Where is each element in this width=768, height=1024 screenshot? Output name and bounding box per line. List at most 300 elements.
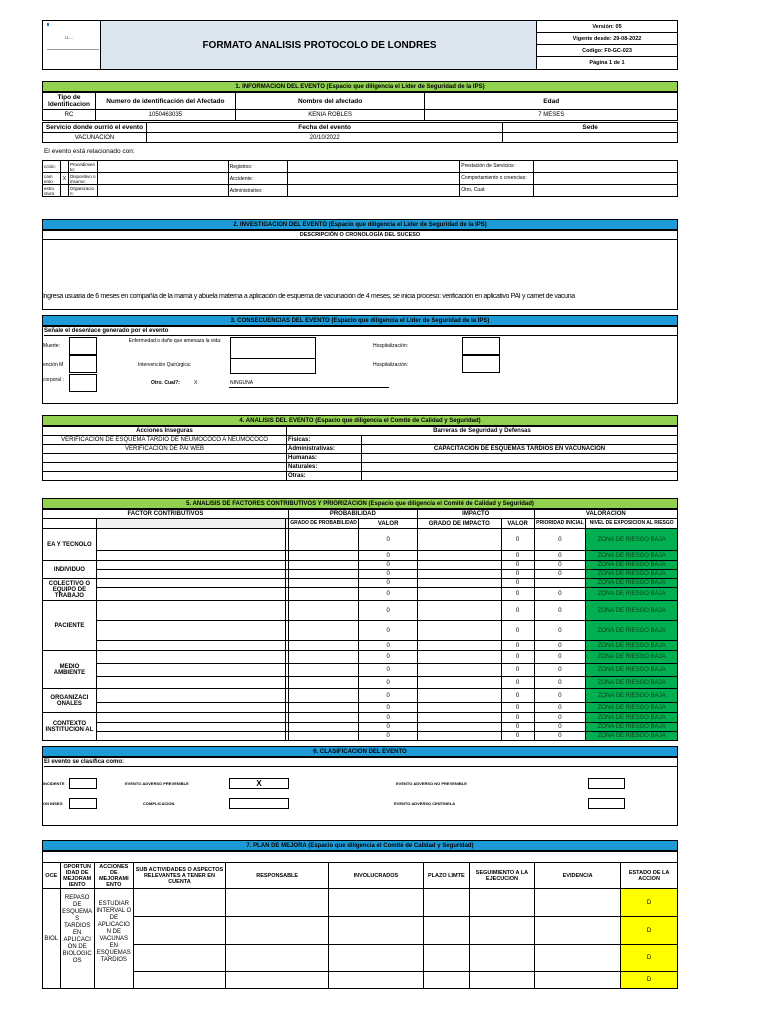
related-cell-c: Procedimien to:: [68, 161, 97, 173]
analisis-row: [43, 454, 678, 463]
section-3-title: 3. CONSECUENCIAS DEL EVENTO (Espacio que diligencia el Lider de Seguridad de la IPS): [42, 315, 678, 326]
barrera-value: [362, 454, 678, 463]
plan-cell: [329, 972, 424, 989]
analisis-table: [42, 426, 678, 481]
plan-estado: D: [621, 945, 678, 972]
consecuencias-box: [42, 326, 678, 404]
intervencion-m-label: ención M: [43, 362, 64, 368]
valor-probabilidad: 0: [359, 732, 418, 741]
grado-probabilidad: [288, 732, 359, 741]
grado-impacto: [417, 732, 501, 741]
event-info-table: [42, 92, 678, 121]
related-cell-b: [60, 161, 68, 173]
related-cell-h: [534, 161, 678, 173]
prioridad-inicial: 0: [534, 561, 586, 570]
nivel-riesgo: ZONA DE RIESGO BAJA: [586, 664, 678, 677]
muerte-box[interactable]: [69, 337, 97, 355]
factor-detail: [96, 561, 285, 570]
header-grado-impacto: GRADO DE IMPACTO: [417, 519, 501, 529]
valor-impacto: 0: [501, 579, 534, 588]
accion-insegura: VERIFICACION DE PAI WEB: [43, 445, 287, 454]
nivel-riesgo: ZONA DE RIESGO BAJA: [586, 689, 678, 703]
header-nombre: Nombre del afectado: [235, 93, 425, 110]
section-4-title: 4. ANALISIS DEL EVENTO (Espacio que diligencia el Comité de Calidad y Seguridad): [42, 415, 678, 426]
nivel-riesgo: ZONA DE RIESGO BAJA: [586, 732, 678, 741]
valor-impacto: 0: [501, 529, 534, 551]
accion-insegura: [43, 454, 287, 463]
grado-probabilidad: [288, 689, 359, 703]
valor-impacto: 0: [501, 621, 534, 641]
factor-header-blank: [43, 519, 97, 529]
numero-id-value: 1050463035: [95, 110, 235, 121]
related-cell-f: [287, 185, 460, 197]
factor-detail: [96, 641, 285, 651]
barrera-label: Humanas:: [287, 454, 362, 463]
incidente-label: INCIDENTE: [43, 781, 65, 786]
valor-probabilidad: 0: [359, 703, 418, 713]
hospitalizacion-box-1[interactable]: [462, 337, 500, 355]
header-edad: Edad: [425, 93, 678, 110]
analisis-row: [43, 445, 678, 454]
prioridad-inicial: 0: [534, 713, 586, 723]
header-barreras: Barreras de Seguridad y Defensas: [287, 427, 678, 436]
related-cell-f: [287, 161, 460, 173]
grado-probabilidad: [288, 601, 359, 621]
plan-cell: [423, 972, 469, 989]
valor-impacto: 0: [501, 689, 534, 703]
factor-row: [43, 641, 678, 651]
ea-centinela-box[interactable]: [588, 798, 625, 809]
prioridad-inicial: 0: [534, 703, 586, 713]
otro-value: NINGUNA: [230, 380, 254, 386]
header-servicio: Servicio donde ourrió el evento: [43, 123, 147, 133]
ea-centinela-label: EVENTO ADVERSO CENTINELA: [394, 801, 456, 806]
nivel-riesgo: ZONA DE RIESGO BAJA: [586, 588, 678, 601]
incidente-box[interactable]: [69, 778, 97, 789]
complicacion-box[interactable]: [229, 798, 289, 809]
plan-header: EVIDENCIA: [535, 863, 621, 889]
enfermedad-label: Enfermedad o daño que amenaza la vida:: [128, 338, 222, 344]
grado-probabilidad: [288, 621, 359, 641]
factor-row: [43, 588, 678, 601]
grado-probabilidad: [288, 713, 359, 723]
intervencion-q-label: Intervención Quirúrgica:: [138, 362, 192, 368]
header-probabilidad: PROBABILIDAD: [288, 510, 417, 519]
grado-probabilidad: [288, 723, 359, 732]
related-cell-g: Otro, Cual:: [460, 185, 534, 197]
prioridad-inicial: 0: [534, 601, 586, 621]
vigente-desde: Vigente desde: 29-08-2022: [537, 34, 677, 45]
related-cell-d: [97, 173, 228, 185]
logo-mark: [47, 23, 49, 26]
plan-row: [43, 945, 678, 972]
plan-cell: [469, 945, 534, 972]
grado-impacto: [417, 621, 501, 641]
factor-detail: [96, 529, 285, 551]
grado-probabilidad: [288, 551, 359, 561]
plan-header: OPORTUN IDAD DE MEJORAM IENTO: [60, 863, 94, 889]
prioridad-inicial: 0: [534, 529, 586, 551]
factor-name: COLECTIVO O EQUIPO DE TRABAJO: [43, 579, 97, 601]
factor-name: PACIENTE: [43, 601, 97, 651]
valor-impacto: 0: [501, 703, 534, 713]
factor-row: [43, 621, 678, 641]
plan-oportunidad: REPASO DE ESQUEMA S TARDIOS EN APLICACI ON DE BIOLOGIC OS: [60, 889, 94, 989]
factor-row: [43, 570, 678, 579]
valor-probabilidad: 0: [359, 570, 418, 579]
nivel-riesgo: ZONA DE RIESGO BAJA: [586, 551, 678, 561]
cronologia-header: DESCRIPCIÓN O CRONOLOGÍA DEL SUCESO: [43, 231, 677, 240]
enfermedad-box[interactable]: [230, 337, 316, 359]
header-fecha: Fecha del evento: [146, 123, 502, 133]
nivel-riesgo: ZONA DE RIESGO BAJA: [586, 570, 678, 579]
factor-name: INDIVIDUO: [43, 561, 97, 579]
prioridad-inicial: 0: [534, 570, 586, 579]
plan-row: [43, 917, 678, 945]
version: Versión: 05: [537, 23, 677, 33]
grado-impacto: [417, 689, 501, 703]
plan-cell: [423, 917, 469, 945]
plan-header: SEGUIMIENTO A LA EJECUCION: [469, 863, 534, 889]
tipo-id-value: RC: [43, 110, 96, 121]
valor-probabilidad: 0: [359, 588, 418, 601]
factor-name: EA Y TECNOLO: [43, 529, 97, 561]
factor-header-blank-2: [96, 519, 285, 529]
cronologia-text: Ingresa usuaria de 6 meses en compañía de la mamá y abuela materna a aplicación de esquema de vacunación de 4 meses, se inicia proceso: verificación en aplicativo PAI y carnet de vacuna: [42, 293, 575, 300]
factor-detail: [96, 588, 285, 601]
section-2-title: 2. INVESTIGACION DEL EVENTO (Espacio que diligencia el Lider de Seguridad de la IPS): [42, 219, 678, 230]
service-table: [42, 122, 678, 143]
plan-cell: [535, 972, 621, 989]
factor-row: [43, 723, 678, 732]
factor-detail: [96, 689, 285, 703]
logo-text: u....: [65, 35, 74, 41]
barrera-label: Administrativas:: [287, 445, 362, 454]
intervencion-q-box[interactable]: [230, 358, 316, 374]
plan-cell: [329, 889, 424, 917]
valor-probabilidad: 0: [359, 664, 418, 677]
grado-impacto: [417, 677, 501, 689]
factor-detail: [96, 570, 285, 579]
plan-proceso: BIOL: [43, 889, 61, 989]
header-acciones: Acciones Inseguras: [43, 427, 287, 436]
header-grado-probabilidad: GRADO DE PROBABILIDAD: [288, 519, 359, 529]
prioridad-inicial: 0: [534, 621, 586, 641]
plan-mejora-table: [42, 862, 678, 989]
grado-impacto: [417, 723, 501, 732]
section-1-title: 1. INFORMACION DEL EVENTO (Espacio que diligencia el Líder de Seguridad de la IPS): [42, 81, 678, 92]
servicio-value: VACUNACION: [43, 133, 147, 143]
analisis-row: [43, 472, 678, 481]
grado-impacto: [417, 703, 501, 713]
factor-row: [43, 713, 678, 723]
header-nivel-exposicion: NIVEL DE EXPOSICION AL RIESGO: [586, 519, 678, 529]
valor-probabilidad: 0: [359, 713, 418, 723]
barrera-value: [362, 463, 678, 472]
valor-impacto: 0: [501, 713, 534, 723]
prioridad-inicial: 0: [534, 588, 586, 601]
section-5-title: 5. ANALISIS DE FACTORES CONTRIBUTIVOS Y PRIORIZACION (Espacio que diligencia el Comité de Calidad y Seguridad): [42, 498, 678, 509]
analisis-row: [43, 463, 678, 472]
hospitalizacion-label-1: Hospitalización:: [373, 343, 409, 349]
valor-probabilidad: 0: [359, 551, 418, 561]
plan-cell: [469, 889, 534, 917]
otro-x: X: [194, 380, 198, 386]
clasificacion-box: [42, 757, 678, 826]
barrera-value: CAPACITACION DE ESQUEMAS TARDIOS EN VACUNACION: [362, 445, 678, 454]
valor-probabilidad: 0: [359, 689, 418, 703]
valor-probabilidad: 0: [359, 621, 418, 641]
barrera-value: [362, 472, 678, 481]
logo-box: [42, 20, 101, 70]
plan-cell: [329, 945, 424, 972]
prioridad-inicial: 0: [534, 651, 586, 664]
plan-cell: [469, 972, 534, 989]
factor-row: [43, 677, 678, 689]
factor-detail: [96, 601, 285, 621]
barrera-label: Otras:: [287, 472, 362, 481]
valor-impacto: 0: [501, 641, 534, 651]
valor-probabilidad: 0: [359, 601, 418, 621]
grado-probabilidad: [288, 677, 359, 689]
plan-acciones: ESTUDIAR INTERVAL O DE APLICACIO N DE VACUNAS EN ESQUEMAS TARDIOS: [94, 889, 133, 989]
factor-row: [43, 579, 678, 588]
grado-impacto: [417, 579, 501, 588]
grado-probabilidad: [288, 703, 359, 713]
factor-detail: [96, 621, 285, 641]
plan-estado: D: [621, 889, 678, 917]
prioridad-inicial: 0: [534, 664, 586, 677]
valor-impacto: 0: [501, 651, 534, 664]
grado-probabilidad: [288, 588, 359, 601]
valor-probabilidad: 0: [359, 579, 418, 588]
factor-detail: [96, 732, 285, 741]
grado-impacto: [417, 570, 501, 579]
plan-header: OCE: [43, 863, 61, 889]
plan-row: [43, 889, 678, 917]
header-valor-1: VALOR: [359, 519, 418, 529]
related-row: [43, 161, 678, 173]
plan-header: ACCIONES DE MEJORAMI ENTO: [94, 863, 133, 889]
related-row: [43, 185, 678, 197]
grado-impacto: [417, 588, 501, 601]
related-row: [43, 173, 678, 185]
grado-impacto: [417, 713, 501, 723]
nivel-riesgo: ZONA DE RIESGO BAJA: [586, 677, 678, 689]
nombre-value: KENIA ROBLES: [235, 110, 425, 121]
related-cell-b: X: [60, 173, 68, 185]
plan-header: SUB ACTIVIDADES O ASPECTOS RELEVANTES A TENER EN CUENTA: [133, 863, 225, 889]
grado-probabilidad: [288, 570, 359, 579]
header-meta: [536, 20, 678, 70]
prioridad-inicial: 0: [534, 689, 586, 703]
factor-detail: [96, 677, 285, 689]
valor-impacto: 0: [501, 551, 534, 561]
factor-detail: [96, 723, 285, 732]
relacionado-label: El evento está relacionado con:: [44, 148, 135, 155]
plan-header: PLAZO LIMTE: [423, 863, 469, 889]
factor-row: [43, 601, 678, 621]
related-cell-g: Prestación de Servicios:: [460, 161, 534, 173]
plan-header: INVOLUCRADOS: [329, 863, 424, 889]
nivel-riesgo: ZONA DE RIESGO BAJA: [586, 713, 678, 723]
related-cell-c: Organizacio n:: [68, 185, 97, 197]
nivel-riesgo: ZONA DE RIESGO BAJA: [586, 601, 678, 621]
factor-row: [43, 689, 678, 703]
valor-impacto: 0: [501, 601, 534, 621]
nivel-riesgo: ZONA DE RIESGO BAJA: [586, 703, 678, 713]
factor-detail: [96, 579, 285, 588]
factor-name: CONTEXTO INSTITUCION AL: [43, 713, 97, 741]
accion-insegura: [43, 463, 287, 472]
grado-probabilidad: [288, 641, 359, 651]
related-cell-e: Registros:: [228, 161, 287, 173]
grado-probabilidad: [288, 529, 359, 551]
plan-cell: [226, 889, 329, 917]
plan-cell: [423, 945, 469, 972]
prioridad-inicial: [534, 579, 586, 588]
header-factor: FACTOR CONTRIBUTIVOS: [43, 510, 289, 519]
valor-probabilidad: 0: [359, 651, 418, 664]
factor-row: [43, 551, 678, 561]
plan-cell: [133, 917, 225, 945]
desenlace-label: Señale el desenlace generado por el evento: [44, 327, 678, 336]
prioridad-inicial: 0: [534, 551, 586, 561]
plan-estado: D: [621, 917, 678, 945]
factor-detail: [96, 703, 285, 713]
ea-prevenible-box[interactable]: X: [229, 778, 289, 789]
header-prioridad: PRIORIDAD INICIAL: [534, 519, 586, 529]
nivel-riesgo: ZONA DE RIESGO BAJA: [586, 723, 678, 732]
plan-cell: [423, 889, 469, 917]
otro-label: Otro. Cual?:: [151, 380, 180, 386]
barrera-label: Naturales:: [287, 463, 362, 472]
valor-impacto: 0: [501, 677, 534, 689]
plan-row: [43, 972, 678, 989]
factor-row: [43, 529, 678, 551]
nivel-riesgo: ZONA DE RIESGO BAJA: [586, 621, 678, 641]
grado-probabilidad: [288, 561, 359, 570]
related-cell-f: [287, 173, 460, 185]
prioridad-inicial: 0: [534, 677, 586, 689]
valor-probabilidad: 0: [359, 641, 418, 651]
related-cell-h: [534, 173, 678, 185]
related-cell-d: [97, 161, 228, 173]
plan-cell: [226, 972, 329, 989]
header-tipo-id: Tipo de Identificacion: [43, 93, 96, 110]
valor-probabilidad: 0: [359, 677, 418, 689]
grado-impacto: [417, 651, 501, 664]
valor-probabilidad: 0: [359, 723, 418, 732]
grado-impacto: [417, 551, 501, 561]
factores-table: [42, 509, 678, 741]
related-table: [42, 160, 678, 197]
factor-row: [43, 664, 678, 677]
sede-value: [503, 133, 678, 143]
related-cell-e: Administrativo:: [228, 185, 287, 197]
plan-cell: [535, 917, 621, 945]
factor-row: [43, 561, 678, 570]
plan-header-row: [43, 863, 678, 889]
sin-inseguridad-box[interactable]: [69, 798, 97, 809]
edad-value: 7 MESES: [425, 110, 678, 121]
factor-detail: [96, 651, 285, 664]
factor-name: ORGANIZACI ONALES: [43, 689, 97, 713]
grado-impacto: [417, 664, 501, 677]
intervencion-m-box[interactable]: [69, 355, 97, 373]
ea-prevenible-label: EVENTO ADVERSO PREVENIBLE: [125, 781, 189, 786]
header-valor-2: VALOR: [501, 519, 534, 529]
plan-cell: [133, 972, 225, 989]
muerte-label: Muerte:: [43, 343, 60, 349]
factor-row: [43, 732, 678, 741]
plan-cell: [133, 889, 225, 917]
complicacion-label: COMPLICACION: [143, 801, 175, 806]
valor-impacto: 0: [501, 570, 534, 579]
pagina: Página 1 de 1: [589, 60, 625, 66]
nivel-riesgo: ZONA DE RIESGO BAJA: [586, 561, 678, 570]
valor-probabilidad: 0: [359, 561, 418, 570]
valor-impacto: 0: [501, 561, 534, 570]
header-impacto: IMPACTO: [417, 510, 534, 519]
valor-impacto: 0: [501, 664, 534, 677]
plan-cell: [226, 945, 329, 972]
nivel-riesgo: ZONA DE RIESGO BAJA: [586, 641, 678, 651]
plan-cell: [469, 917, 534, 945]
plan-header: ESTADO DE LA ACCION: [621, 863, 678, 889]
grado-impacto: [417, 561, 501, 570]
accion-insegura: VERIFICACION DE ESQUEMA TARDIO DE NEUMOCOCO A NEUMOCOCO: [43, 436, 287, 445]
header-numero-id: Numero de identificación del Afectado: [95, 93, 235, 110]
corporal-label: corporal :: [43, 377, 64, 383]
related-cell-e: Accidente:: [228, 173, 287, 185]
prioridad-inicial: 0: [534, 732, 586, 741]
logo-underline: [47, 49, 99, 50]
section-6-title: 6. CLASIFICACION DEL EVENTO: [42, 746, 678, 757]
factor-detail: [96, 713, 285, 723]
prioridad-inicial: 0: [534, 641, 586, 651]
related-cell-b: [60, 185, 68, 197]
nivel-riesgo: ZONA DE RIESGO BAJA: [586, 529, 678, 551]
related-cell-a: cam ento: [43, 173, 61, 185]
related-cell-a: estru ctura: [43, 185, 61, 197]
factor-name: MEDIO AMBIENTE: [43, 651, 97, 689]
related-cell-c: Dispositivo o insumo:: [69, 173, 96, 184]
related-cell-h: [534, 185, 678, 197]
codigo: Codigo: F0-GC-023: [537, 46, 677, 57]
grado-impacto: [417, 641, 501, 651]
ea-no-prevenible-box[interactable]: [588, 778, 625, 789]
related-cell-g: Comportamiento o creencias:: [460, 173, 534, 185]
plan-cell: [535, 945, 621, 972]
barrera-value: [362, 436, 678, 445]
nivel-riesgo: ZONA DE RIESGO BAJA: [586, 651, 678, 664]
plan-cell: [226, 917, 329, 945]
hospitalizacion-box-2[interactable]: [462, 355, 500, 373]
factor-detail: [96, 551, 285, 561]
barrera-label: Fisicas:: [287, 436, 362, 445]
corporal-box[interactable]: [69, 374, 97, 392]
related-cell-d: [97, 185, 228, 197]
clasificacion-label: El evento se clasifica como:: [44, 758, 678, 767]
valor-impacto: 0: [501, 723, 534, 732]
prioridad-inicial: 0: [534, 723, 586, 732]
otro-underline: [229, 387, 389, 388]
valor-impacto: 0: [501, 588, 534, 601]
plan-cell: [133, 945, 225, 972]
fecha-value: 20/10/2022: [146, 133, 502, 143]
valor-impacto: 0: [501, 732, 534, 741]
